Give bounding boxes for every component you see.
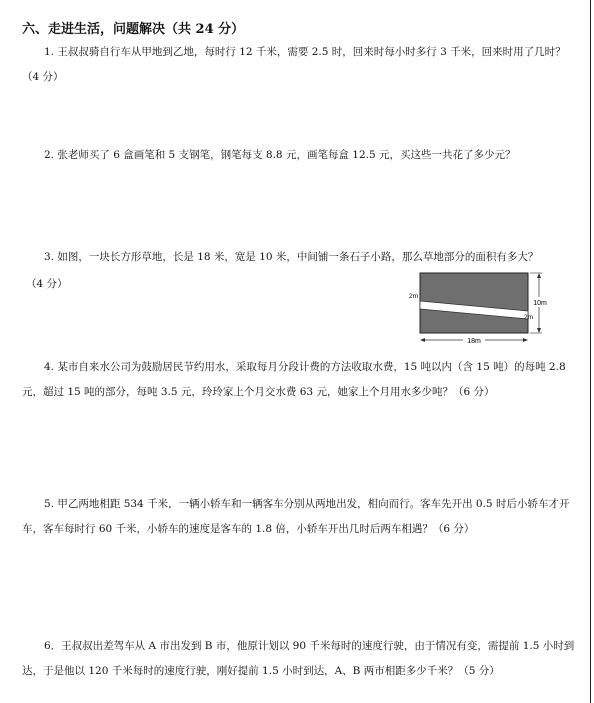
question-3-score: （4 分）	[26, 278, 68, 290]
question-2: 2. 张老师买了 6 盒画笔和 5 支钢笔，钢笔每支 8.8 元，画笔每盒 12.5 元，买这些一共花了多少元？	[44, 149, 516, 161]
label-length: 18m	[467, 338, 481, 344]
page-edge-rule	[590, 0, 592, 703]
question-1: 1. 王叔叔骑自行车从甲地到乙地，每时行 12 千米，需要 2.5 时，回来时每小时多行 3 千米，回来时用了几时？（4 分）	[22, 46, 566, 83]
lawn-path-figure	[400, 268, 550, 344]
question-5: 5. 甲乙两地相距 534 千米，一辆小轿车和一辆客车分别从两地出发，相向而行。客车先开出 0.5 时后小轿车才开车，客车每时行 60 千米，小轿车的速度是客车的 1.8 倍，小轿车开出几时后两车相遇？（6 分）	[22, 498, 570, 535]
question-6: 6．王叔叔出差驾车从 A 市出发到 B 市，他原计划以 90 千米每时的速度行驶，由于情况有变，需提前 1.5 小时到达，于是他以 120 千米每时的速度行驶，刚好提前 1.5 小时到达，A、B 两市相距多少千米？（5 分）	[22, 640, 575, 677]
question-4: 4. 某市自来水公司为鼓励居民节约用水，采取每月分段计费的方法收取水费，15 吨以内（含 15 吨）的每吨 2.8 元，超过 15 吨的部分，每吨 3.5 元，玲玲家上个月交水费 63 元，她家上个月用水多少吨？（6 分）	[22, 361, 566, 398]
question-3: 3. 如图，一块长方形草地，长是 18 米，宽是 10 米，中间铺一条石子小路，那么草地部分的面积有多大？	[44, 251, 539, 263]
label-path-left: 2m	[408, 293, 418, 300]
label-path-right: 2m	[524, 314, 534, 321]
section-title: 六、走进生活，问题解决（共 24 分）	[22, 22, 245, 37]
label-width: 10m	[533, 300, 547, 307]
